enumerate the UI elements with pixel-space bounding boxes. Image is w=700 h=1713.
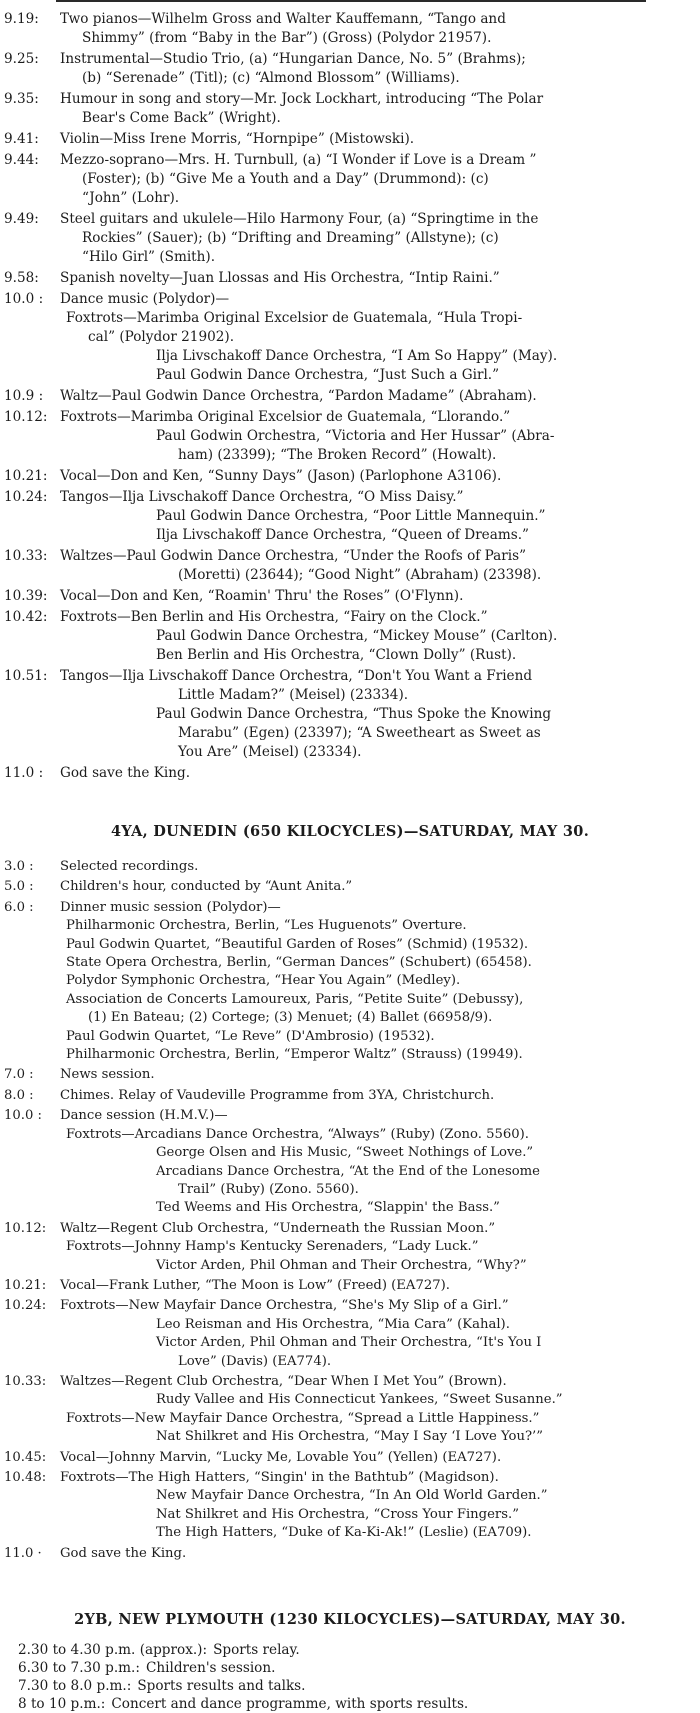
programme-entry: 9.25: Instrumental—Studio Trio, (a) “Hungarian Dance, No. 5” (Brahms); (b) “Serenade” (Titl); (c) “Almond Blossom” (Williams).	[4, 51, 526, 86]
programme-entry: 11.0 : God save the King.	[4, 765, 191, 781]
programme-entry: 10.33: Waltzes—Regent Club Orchestra, “Dear When I Met You” (Brown). Rudy Vallee and His Connecticut Yankees, “Sweet Susanne.” Foxtrots—New Mayfair Dance Orchestra, “Spread a Little Happiness.” Nat Shilkret and His Orchestra, “May I Say ‘I Love You?’”	[4, 1373, 563, 1445]
programme-entry: 9.44: Mezzo-soprano—Mrs. H. Turnbull, (a) “I Wonder if Love is a Dream ” (Foster); (b) “Give Me a Youth and a Day” (Drummond): (c) “John” (Lohr).	[4, 152, 537, 206]
programme-block-continued	[0, 10, 700, 785]
programme-entry: 9.41: Violin—Miss Irene Morris, “Hornpipe” (Mistowski).	[4, 131, 415, 147]
programme-entry: 9.35: Humour in song and story—Mr. Jock Lockhart, introducing “The Polar Bear's Come Back” (Wright).	[4, 91, 544, 126]
programme-entry: 10.42: Foxtrots—Ben Berlin and His Orchestra, “Fairy on the Clock.” Paul Godwin Dance Orchestra, “Mickey Mouse” (Carlton). Ben Berlin and His Orchestra, “Clown Dolly” (Rust).	[4, 609, 558, 663]
entry-description: Concert and dance programme, with sports results.	[111, 1696, 469, 1712]
entry-description: Sports relay.	[213, 1642, 300, 1658]
programme-entry: 10.0 : Dance music (Polydor)— Foxtrots—Marimba Original Excelsior de Guatemala, “Hula Tropi- cal” (Polydor 21902). Ilja Livschakoff Dance Orchestra, “I Am So Happy” (May). Paul Godwin Dance Orchestra, “Just Such a Girl.”	[4, 291, 558, 383]
entry-time: 8 to 10 p.m.:	[18, 1696, 106, 1712]
programme-entry	[0, 1677, 700, 1695]
programme-entry: 10.21: Vocal—Don and Ken, “Sunny Days” (Jason) (Parlophone A3106).	[4, 468, 502, 484]
programme-entry: 10.24: Tangos—Ilja Livschakoff Dance Orchestra, “O Miss Daisy.” Paul Godwin Dance Orchestra, “Poor Little Mannequin.” Ilja Livschakoff Dance Orchestra, “Queen of Dreams.”	[4, 489, 546, 543]
programme-entry: 10.0 : Dance session (H.M.V.)— Foxtrots—Arcadians Dance Orchestra, “Always” (Ruby) (Zono. 5560). George Olsen and His Music, “Sweet Nothings of Love.” Arcadians Dance Orchestra, “At the End of the Lonesome Trail” (Ruby) (Zono. 5560). Ted Weems and His Orchestra, “Slappin' the Bass.”	[4, 1108, 540, 1216]
programme-entry: 10.33: Waltzes—Paul Godwin Dance Orchestra, “Under the Roofs of Paris” (Moretti) (23644); “Good Night” (Abraham) (23398).	[4, 548, 542, 583]
programme-entry: 10.12: Foxtrots—Marimba Original Excelsior de Guatemala, “Llorando.” Paul Godwin Orchestra, “Victoria and Her Hussar” (Abra- ham) (23399); “The Broken Record” (Howalt).	[4, 409, 555, 463]
programme-entry	[0, 1695, 700, 1713]
programme-entry: 9.19: Two pianos—Wilhelm Gross and Walter Kauffemann, “Tango and Shimmy” (from “Baby in the Bar”) (Gross) (Polydor 21957).	[4, 11, 506, 46]
programme-entry: 10.45: Vocal—Johnny Marvin, “Lucky Me, Lovable You” (Yellen) (EA727).	[4, 1449, 502, 1465]
programme-entry: 5.0 : Children's hour, conducted by “Aunt Anita.”	[4, 879, 353, 895]
station-heading-4ya: 4YA, DUNEDIN (650 KILOCYCLES)—SATURDAY, MAY 30.	[110, 823, 590, 840]
programme-entry: 10.51: Tangos—Ilja Livschakoff Dance Orchestra, “Don't You Want a Friend Little Madam?” (Meisel) (23334). Paul Godwin Dance Orchestra, “Thus Spoke the Knowing Marabu” (Egen) (23397); “A Sweetheart as Sweet as You Are” (Meisel) (23334).	[4, 668, 552, 760]
entry-description: Children's session.	[145, 1660, 276, 1676]
programme-block-2yb	[0, 1641, 700, 1713]
programme-entry: 7.0 : News session.	[4, 1067, 155, 1083]
top-rule	[56, 0, 646, 2]
programme-entry: 3.0 : Selected recordings.	[4, 859, 199, 874]
programme-entry: 8.0 : Chimes. Relay of Vaudeville Programme from 3YA, Christchurch.	[4, 1087, 495, 1103]
station-heading-2yb: 2YB, NEW PLYMOUTH (1230 KILOCYCLES)—SATURDAY, MAY 30.	[74, 1611, 626, 1628]
programme-block-4ya	[0, 858, 700, 1565]
programme-entry: 10.21: Vocal—Frank Luther, “The Moon is Low” (Freed) (EA727).	[4, 1277, 450, 1293]
entry-time: 2.30 to 4.30 p.m. (approx.):	[18, 1642, 208, 1658]
entry-description: Sports results and talks.	[137, 1678, 306, 1694]
programme-entry: 10.24: Foxtrots—New Mayfair Dance Orchestra, “She's My Slip of a Girl.” Leo Reisman and His Orchestra, “Mia Cara” (Kahal). Victor Arden, Phil Ohman and Their Orchestra, “It's You I Love” (Davis) (EA774).	[4, 1298, 542, 1369]
entry-time: 7.30 to 8.0 p.m.:	[18, 1678, 132, 1694]
programme-entry	[0, 1641, 700, 1659]
entry-time: 6.30 to 7.30 p.m.:	[18, 1660, 140, 1676]
programme-entry: 9.58: Spanish novelty—Juan Llossas and His Orchestra, “Intip Raini.”	[4, 270, 500, 286]
programme-entry: 10.48: Foxtrots—The High Hatters, “Singin' in the Bathtub” (Magidson). New Mayfair Dance Orchestra, “In An Old World Garden.” Nat Shilkret and His Orchestra, “Cross Your Fingers.” The High Hatters, “Duke of Ka-Ki-Ak!” (Leslie) (EA709).	[4, 1470, 548, 1541]
programme-entry: 10.9 : Waltz—Paul Godwin Dance Orchestra, “Pardon Madame” (Abraham).	[4, 388, 537, 404]
programme-entry	[0, 1659, 700, 1677]
programme-entry: 10.39: Vocal—Don and Ken, “Roamin' Thru' the Roses” (O'Flynn).	[4, 588, 464, 604]
programme-entry: 10.12: Waltz—Regent Club Orchestra, “Underneath the Russian Moon.” Foxtrots—Johnny Hamp's Kentucky Serenaders, “Lady Luck.” Victor Arden, Phil Ohman and Their Orchestra, “Why?”	[4, 1220, 527, 1273]
programme-entry: 11.0 · God save the King.	[4, 1545, 187, 1561]
programme-entry: 6.0 : Dinner music session (Polydor)— Philharmonic Orchestra, Berlin, “Les Huguenots” Overture. Paul Godwin Quartet, “Beautiful Garden of Roses” (Schmid) (19532). State Opera Orchestra, Berlin, “German Dances” (Schubert) (65458). Polydor Symphonic Orchestra, “Hear You Again” (Medley). Association de Concerts Lamoureux, Paris, “Petite Suite” (Debussy), (1) En Bateau; (2) Cortege; (3) Menuet; (4) Ballet (66958/9). Paul Godwin Quartet, “Le Reve” (D'Ambrosio) (19532). Philharmonic Orchestra, Berlin, “Emperor Waltz” (Strauss) (19949).	[4, 899, 532, 1063]
programme-entry: 9.49: Steel guitars and ukulele—Hilo Harmony Four, (a) “Springtime in the Rockies” (Sauer); (b) “Drifting and Dreaming” (Allstyne); (c) “Hilo Girl” (Smith).	[4, 211, 539, 265]
